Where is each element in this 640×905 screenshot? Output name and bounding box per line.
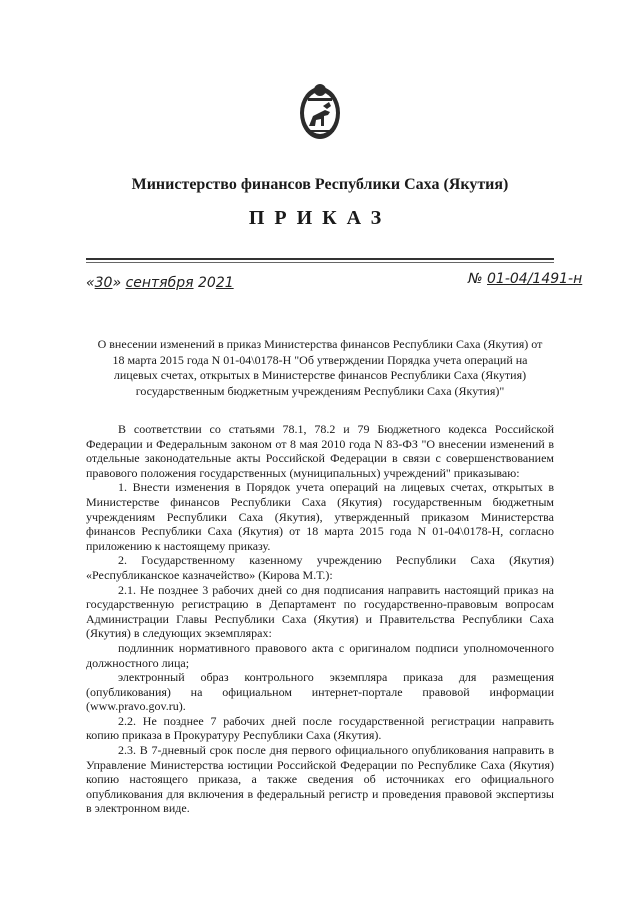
paragraph-original-copy: подлинник нормативного правового акта с оригиналом подписи уполномоченного должностного лица;	[86, 640, 554, 670]
paragraph-item-2-1: 2.1. Не позднее 3 рабочих дней со дня подписания направить настоящий приказ на государственную регистрацию в Департамент по государственно-правовым вопросам Администрации Главы Республики Саха (Якутия) и Правительства Республики Саха (Якутия) в следующих экземплярах:	[86, 582, 554, 641]
paragraph-item-1: 1. Внести изменения в Порядок учета операций на лицевых счетах, открытых в Министерстве финансов Республики Саха (Якутия) государственным бюджетным учреждениям Республики Саха (Якутия), утвержденный приказом Министерства финансов Республики Саха (Якутия) от 18 марта 2015 года N 01-04\0178-Н, согласно приложению к настоящему приказу.	[86, 480, 554, 553]
coat-of-arms-emblem	[297, 80, 343, 142]
order-title: О внесении изменений в приказ Министерства финансов Республики Саха (Якутия) от 18 марта 2015 года N 01-04\0178-Н "Об утверждении Порядка учета операций на лицевых счетах, открытых в Министерстве финансов Республики Саха (Якутия) государственным бюджетным учреждениям Республики Саха (Якутия)"	[97, 337, 543, 398]
order-date: «30» сентября 2021	[86, 275, 234, 291]
date-month: сентября	[125, 275, 194, 291]
paragraph-item-2: 2. Государственному казенному учреждению Республики Саха (Якутия) «Республиканское казначейство» (Кирова М.Т.):	[86, 553, 554, 582]
date-year-prefix: 20	[198, 275, 216, 291]
paragraph-preamble: В соответствии со статьями 78.1, 78.2 и 79 Бюджетного кодекса Российской Федерации и Федеральным законом от 8 мая 2010 года N 83-ФЗ "О внесении изменений в отдельные законодательные акты Российской Федерации в связи с совершенствованием правового положения государственных (муниципальных) учреждений" приказываю:	[86, 422, 554, 480]
order-body	[86, 422, 554, 816]
date-year-suffix: 21	[215, 275, 234, 291]
number-prefix: №	[468, 271, 483, 287]
document-type-title: ПРИКАЗ	[248, 207, 392, 229]
date-day: 30	[94, 275, 113, 291]
ministry-name: Министерство финансов Республики Саха (Якутия)	[131, 176, 509, 193]
order-number	[468, 271, 582, 287]
header-rule-thin	[86, 262, 554, 263]
header-rule	[86, 258, 554, 260]
paragraph-item-2-3: 2.3. В 7-дневный срок после дня первого официального опубликования направить в Управление Министерства юстиции Российской Федерации по Республике Саха (Якутия) копию настоящего приказа, а также сведения об источниках его официального опубликования для включения в федеральный регистр и проведения правовой экспертизы в электронном виде.	[86, 743, 554, 816]
paragraph-item-2-2: 2.2. Не позднее 7 рабочих дней после государственной регистрации направить копию приказа в Прокуратуру Республики Саха (Якутия).	[86, 713, 554, 743]
number-value: 01-04/1491-н	[487, 271, 583, 287]
paragraph-electronic-copy: электронный образ контрольного экземпляра приказа для размещения (опубликования) на официальном интернет-портале правовой информации (www.pravo.gov.ru).	[86, 670, 554, 714]
